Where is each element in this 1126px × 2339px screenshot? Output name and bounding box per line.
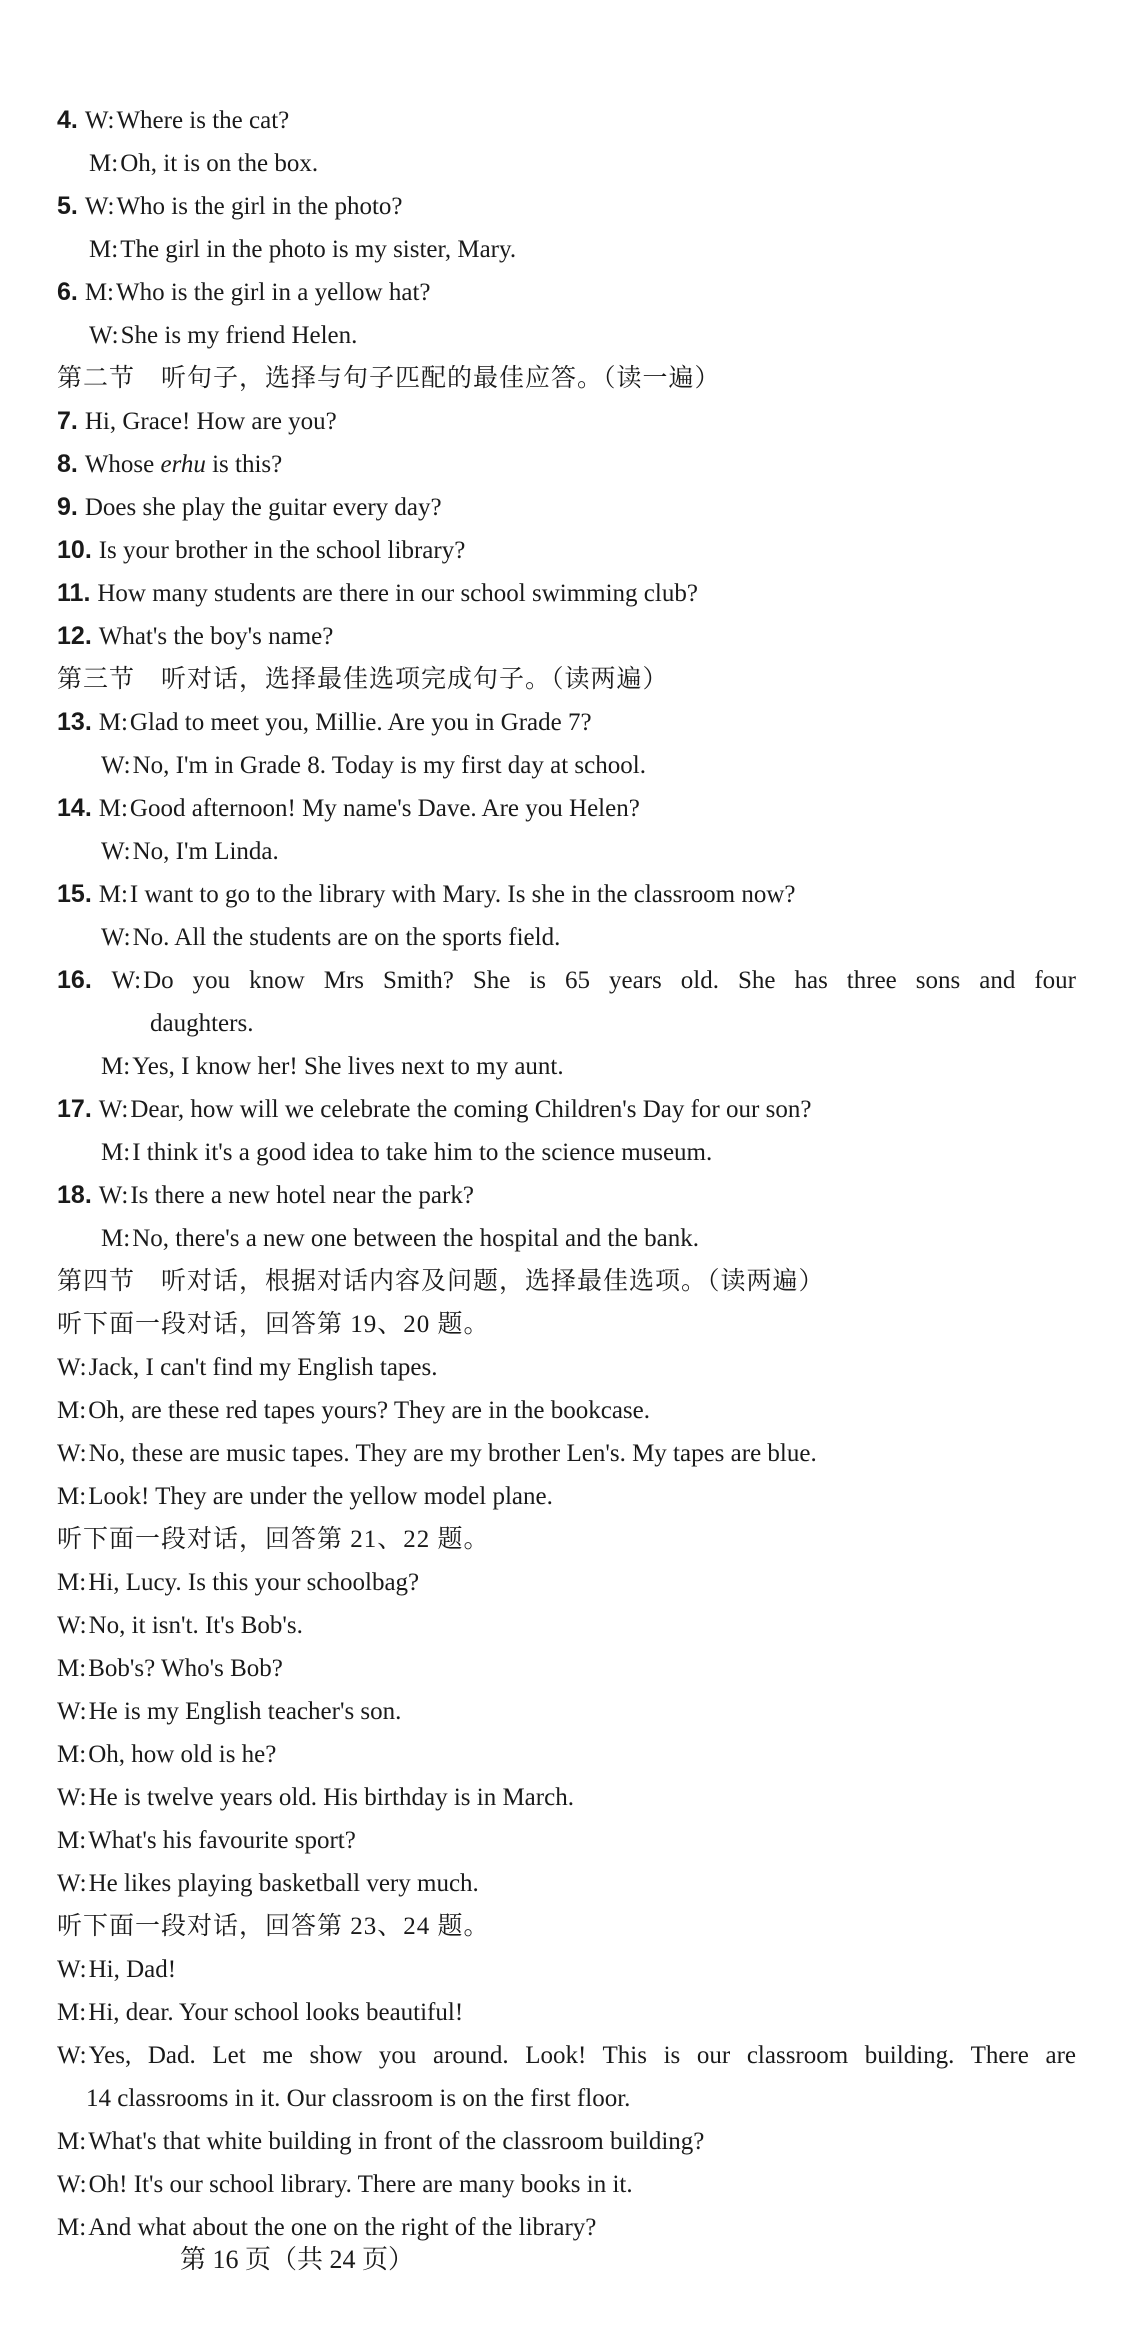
page-number-footer: 第 16 页（共 24 页） (180, 2245, 415, 2274)
section-2-heading: 第二节 听句子，选择与句子匹配的最佳应答。（读一遍） (57, 365, 721, 392)
dialogue-line: M:What's his favourite sport? (57, 1827, 356, 1854)
section-3-heading: 第三节 听对话，选择最佳选项完成句子。（读两遍） (57, 666, 669, 693)
question-16-line-1: 16. W:Do you know Mrs Smith? She is 65 years old. She has three sons and four (57, 966, 1076, 994)
dialogue-line: M:And what about the one on the right of the library? (57, 2214, 597, 2241)
dialogue-line: W:Hi, Dad! (57, 1956, 177, 1983)
dialogue-line: M:Oh, are these red tapes yours? They are in the bookcase. (57, 1397, 651, 1424)
item-6-line-2 (89, 314, 1076, 357)
dialogue-line: M:Oh, how old is he? (57, 1741, 277, 1768)
question-15-line-1: 15. M:I want to go to the library with Mary. Is she in the classroom now? (57, 880, 796, 908)
item-5-line-2 (89, 228, 1076, 271)
question-17-line-1: 17. W:Dear, how will we celebrate the coming Children's Day for our son? (57, 1095, 812, 1123)
speaker: W: (84, 193, 115, 220)
item-4-line-2 (89, 142, 1076, 185)
dialogue-line: W:Jack, I can't find my English tapes. (57, 1354, 438, 1381)
question-17-line-2: M:I think it's a good idea to take him to the science museum. (101, 1139, 713, 1166)
question-10: 10. Is your brother in the school library? (57, 536, 466, 564)
speaker: W: (84, 107, 115, 134)
dialogue-text: Who is the girl in a yellow hat? (116, 279, 431, 306)
item-6-line-1: 6. M:Who is the girl in a yellow hat? (57, 278, 431, 306)
speaker: M: (89, 236, 119, 263)
speaker: W: (89, 322, 119, 349)
dialogue-line: W:Oh! It's our school library. There are many books in it. (57, 2171, 633, 2198)
dialogue-text: Where is the cat? (116, 107, 290, 134)
question-13-line-2: W:No, I'm in Grade 8. Today is my first day at school. (101, 752, 646, 779)
dialogue-line-continued: 14 classrooms in it. Our classroom is on the first floor. (86, 2085, 631, 2112)
dialogue-1-intro: 听下面一段对话，回答第 19、20 题。 (57, 1311, 490, 1338)
question-8: 8. Whose erhu is this? (57, 450, 283, 478)
dialogue-2-intro: 听下面一段对话，回答第 21、22 题。 (57, 1526, 490, 1553)
dialogue-line: W:He is my English teacher's son. (57, 1698, 402, 1725)
dialogue-line: W:He is twelve years old. His birthday is in March. (57, 1784, 574, 1811)
question-7: 7. Hi, Grace! How are you? (57, 407, 337, 435)
item-4-line-1: 4. W:Where is the cat? (57, 106, 290, 134)
question-12: 12. What's the boy's name? (57, 622, 334, 650)
item-5-line-1: 5. W:Who is the girl in the photo? (57, 192, 403, 220)
dialogue-text: Who is the girl in the photo? (116, 193, 403, 220)
dialogue-text: The girl in the photo is my sister, Mary. (120, 236, 517, 263)
question-15-line-2: W:No. All the students are on the sports field. (101, 924, 561, 951)
dialogue-line: M:Look! They are under the yellow model plane. (57, 1483, 553, 1510)
dialogue-text: She is my friend Helen. (120, 322, 358, 349)
speaker: M: (84, 279, 114, 306)
question-13-line-1: 13. M:Glad to meet you, Millie. Are you in Grade 7? (57, 708, 592, 736)
speaker: M: (89, 150, 119, 177)
dialogue-line: W:No, it isn't. It's Bob's. (57, 1612, 303, 1639)
dialogue-line: M:Hi, dear. Your school looks beautiful! (57, 1999, 464, 2026)
dialogue-line: W:Yes, Dad. Let me show you around. Look! This is our classroom building. There are (57, 2042, 1076, 2069)
dialogue-3-intro: 听下面一段对话，回答第 23、24 题。 (57, 1913, 490, 1940)
item-number: 4 (57, 106, 71, 134)
dialogue-line: M:Bob's? Who's Bob? (57, 1655, 283, 1682)
question-11: 11. How many students are there in our school swimming club? (57, 579, 698, 607)
dialogue-line: W:He likes playing basketball very much. (57, 1870, 479, 1897)
item-number: 5 (57, 192, 71, 220)
dialogue-line: W:No, these are music tapes. They are my brother Len's. My tapes are blue. (57, 1440, 817, 1467)
question-18-line-1: 18. W:Is there a new hotel near the park? (57, 1181, 474, 1209)
question-9: 9. Does she play the guitar every day? (57, 493, 442, 521)
section-4-heading: 第四节 听对话，根据对话内容及问题，选择最佳选项。（读两遍） (57, 1268, 825, 1295)
question-14-line-2: W:No, I'm Linda. (101, 838, 279, 865)
dialogue-text: Oh, it is on the box. (120, 150, 319, 177)
question-16-line-3: M:Yes, I know her! She lives next to my aunt. (101, 1053, 564, 1080)
dialogue-line: M:What's that white building in front of the classroom building? (57, 2128, 705, 2155)
dialogue-line: M:Hi, Lucy. Is this your schoolbag? (57, 1569, 420, 1596)
question-14-line-1: 14. M:Good afternoon! My name's Dave. Are you Helen? (57, 794, 640, 822)
item-number: 6 (57, 278, 71, 306)
question-16-line-2: daughters. (150, 1010, 254, 1037)
question-18-line-2: M:No, there's a new one between the hospital and the bank. (101, 1225, 700, 1252)
